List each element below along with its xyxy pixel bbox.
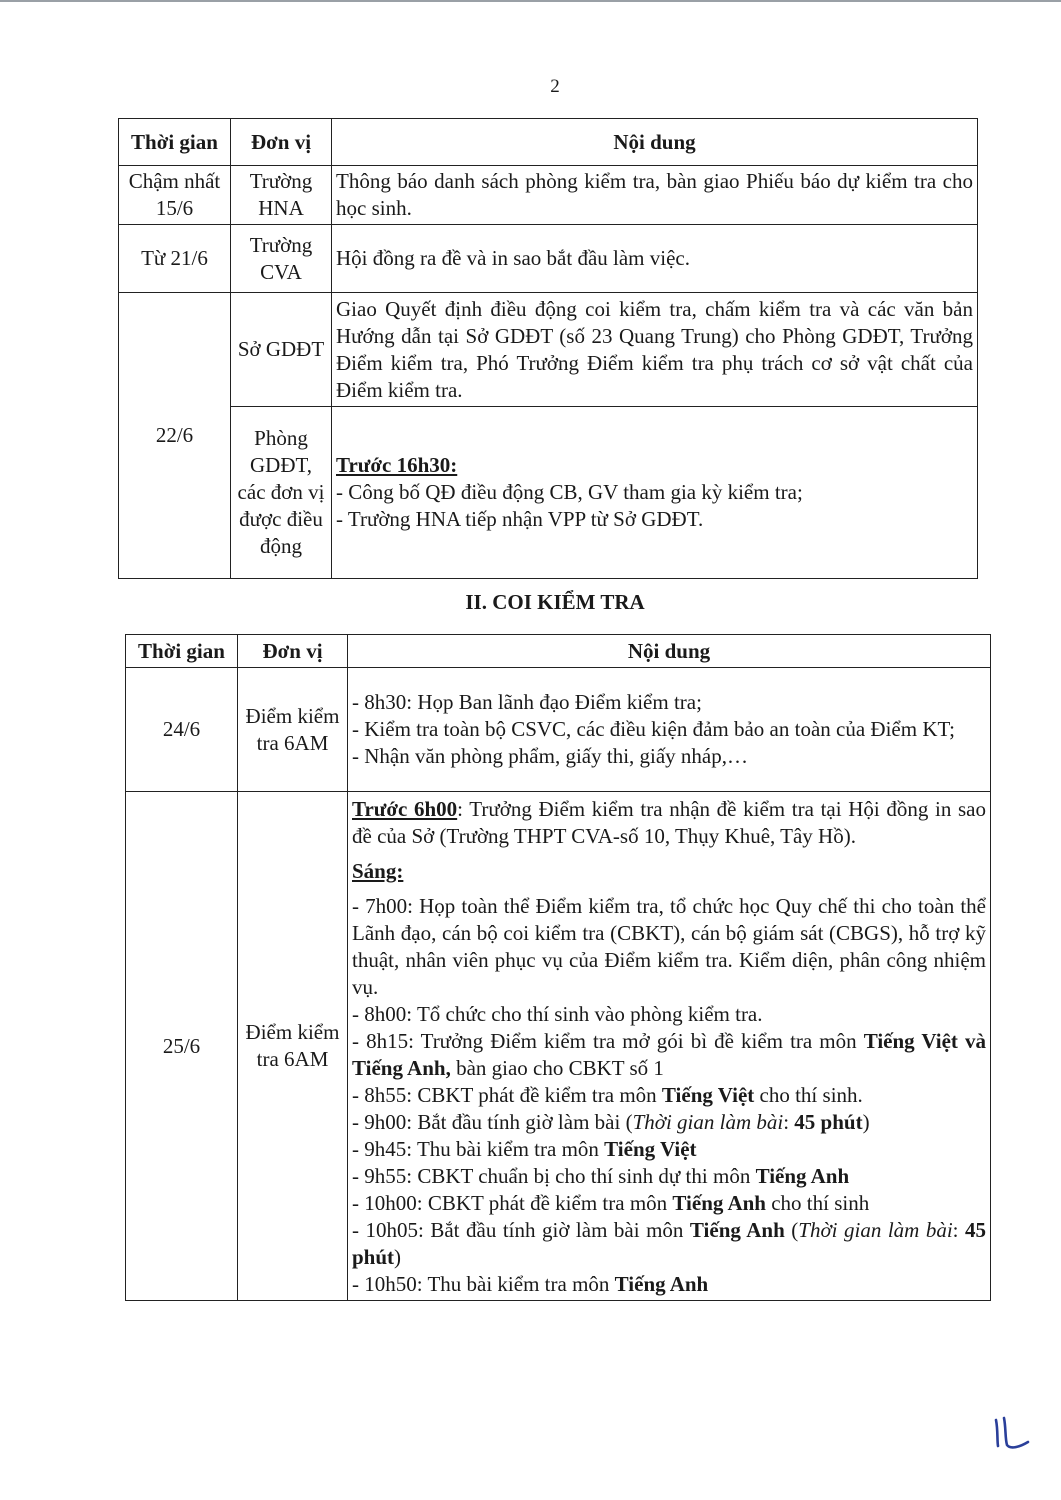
header-time: Thời gian [119, 119, 231, 166]
handwritten-initials-signature [990, 1412, 1034, 1454]
content-line: - 8h30: Họp Ban lãnh đạo Điểm kiểm tra; [352, 690, 702, 714]
table-row [119, 407, 978, 579]
text: - 10h00: CBKT phát đề kiểm tra môn [352, 1191, 673, 1215]
cell-content: Hội đồng ra đề và in sao bắt đầu làm việc. [332, 225, 978, 293]
text: ( [784, 1218, 799, 1242]
table-row [119, 225, 978, 293]
text: : Trưởng Điểm kiểm tra nhận đề kiểm tra tại Hội đồng in sao đề của Sở (Trường THPT CVA-số 10, Thụy Khuê, Tây Hồ). [352, 797, 987, 848]
subject-name: Tiếng Anh [755, 1164, 850, 1188]
cell-unit: Sở GDĐT [231, 293, 332, 407]
table-row [126, 668, 991, 792]
text: cho thí sinh. [754, 1083, 863, 1107]
cell-content [332, 407, 978, 579]
text: : [952, 1218, 966, 1242]
subject-name: Tiếng Anh [672, 1191, 766, 1215]
table-header-row [119, 119, 978, 166]
content-line: - 7h00: Họp toàn thể Điểm kiểm tra, tổ chức học Quy chế thi cho toàn thể Lãnh đạo, cán bộ coi kiểm tra (CBKT), cán bộ giám sát (CBGS), hỗ trợ kỹ thuật, nhân viên phục vụ của Điểm kiểm tra. Kiểm diện, phân công nhiệm vụ. [352, 894, 986, 999]
text: - 9h45: Thu bài kiểm tra môn [352, 1137, 605, 1161]
cell-unit: Phòng GDĐT, các đơn vị được điều động [231, 407, 332, 579]
text: - 8h15: Trưởng Điểm kiểm tra mở gói bì đề kiểm tra môn [352, 1029, 864, 1053]
text: ) [862, 1110, 870, 1134]
duration-value: 45 phút [352, 1218, 987, 1269]
content-line: - Kiểm tra toàn bộ CSVC, các điều kiện đảm bảo an toàn của Điểm KT; [352, 717, 956, 741]
morning-label: Sáng: [352, 859, 404, 883]
header-unit: Đơn vị [238, 635, 348, 668]
table-row [119, 293, 978, 407]
text: - 9h55: CBKT chuẩn bị cho thí sinh dự thi môn [352, 1164, 756, 1188]
table-row [119, 166, 978, 225]
table-row [126, 792, 991, 1301]
page-number: 2 [550, 76, 560, 97]
table-header-row [126, 635, 991, 668]
text: - 8h55: CBKT phát đề kiểm tra môn [352, 1083, 662, 1107]
text: cho thí sinh [765, 1191, 870, 1215]
text: - 9h00: Bắt đầu tính giờ làm bài ( [352, 1110, 633, 1134]
cell-time: 24/6 [126, 668, 238, 792]
cell-unit: Trường CVA [231, 225, 332, 293]
text: - 10h05: Bắt đầu tính giờ làm bài môn [352, 1218, 690, 1242]
cell-unit: Điểm kiểm tra 6AM [238, 668, 348, 792]
duration-value: 45 phút [794, 1110, 863, 1134]
cell-content: Thông báo danh sách phòng kiểm tra, bàn giao Phiếu báo dự kiểm tra cho học sinh. [332, 166, 978, 225]
subject-name: Tiếng Việt [604, 1137, 697, 1161]
cell-content [348, 668, 991, 792]
subject-name: Tiếng Anh [614, 1272, 709, 1296]
cell-content [348, 792, 991, 1301]
content-line: - Công bố QĐ điều động CB, GV tham gia kỳ kiểm tra; [336, 480, 803, 504]
top-edge-rule [0, 0, 1061, 2]
content-line [352, 1271, 986, 1298]
subject-name: Tiếng Anh [689, 1218, 785, 1242]
cell-unit: Điểm kiểm tra 6AM [238, 792, 348, 1301]
duration-label: Thời gian làm bài [798, 1218, 953, 1242]
header-unit: Đơn vị [231, 119, 332, 166]
content-line [352, 1082, 986, 1109]
cell-unit: Trường HNA [231, 166, 332, 225]
cell-time: Chậm nhất 15/6 [119, 166, 231, 225]
content-line [352, 1136, 986, 1163]
cell-time: 25/6 [126, 792, 238, 1301]
subject-name: Tiếng Việt [661, 1083, 755, 1107]
content-line [352, 1217, 986, 1271]
content-line [352, 1190, 986, 1217]
schedule-table-invigilation [125, 634, 991, 1301]
text: ) [394, 1245, 402, 1269]
cell-content: Giao Quyết định điều động coi kiểm tra, chấm kiểm tra và các văn bản Hướng dẫn tại Sở GDĐT (số 23 Quang Trung) cho Phòng GDĐT, Trưởng Điểm kiểm tra, Phó Trưởng Điểm kiểm tra phụ trách cơ sở vật chất của Điểm kiểm tra. [332, 293, 978, 407]
content-line: - Nhận văn phòng phẩm, giấy thi, giấy nháp,… [352, 744, 749, 768]
content-line [352, 796, 986, 850]
text: bàn giao cho CBKT số 1 [450, 1056, 664, 1080]
before-6h-label: Trước 6h00 [352, 797, 458, 821]
text: - 10h50: Thu bài kiểm tra môn [352, 1272, 615, 1296]
header-time: Thời gian [126, 635, 238, 668]
header-content: Nội dung [332, 119, 978, 166]
content-line [352, 1028, 986, 1082]
cell-time: 22/6 [119, 293, 231, 579]
duration-label: Thời gian làm bài [632, 1110, 784, 1134]
content-line: - Trường HNA tiếp nhận VPP từ Sở GDĐT. [336, 507, 704, 531]
content-line [352, 1163, 986, 1190]
header-content: Nội dung [348, 635, 991, 668]
section-heading: II. COI KIỂM TRA [465, 590, 645, 614]
text: : [783, 1110, 795, 1134]
schedule-table-preparation [118, 118, 978, 579]
subject-name: Tiếng Việt và Tiếng Anh, [352, 1029, 986, 1080]
content-line [352, 1109, 986, 1136]
content-line: - 8h00: Tổ chức cho thí sinh vào phòng kiểm tra. [352, 1002, 763, 1026]
deadline-heading: Trước 16h30: [336, 453, 458, 477]
cell-time: Từ 21/6 [119, 225, 231, 293]
